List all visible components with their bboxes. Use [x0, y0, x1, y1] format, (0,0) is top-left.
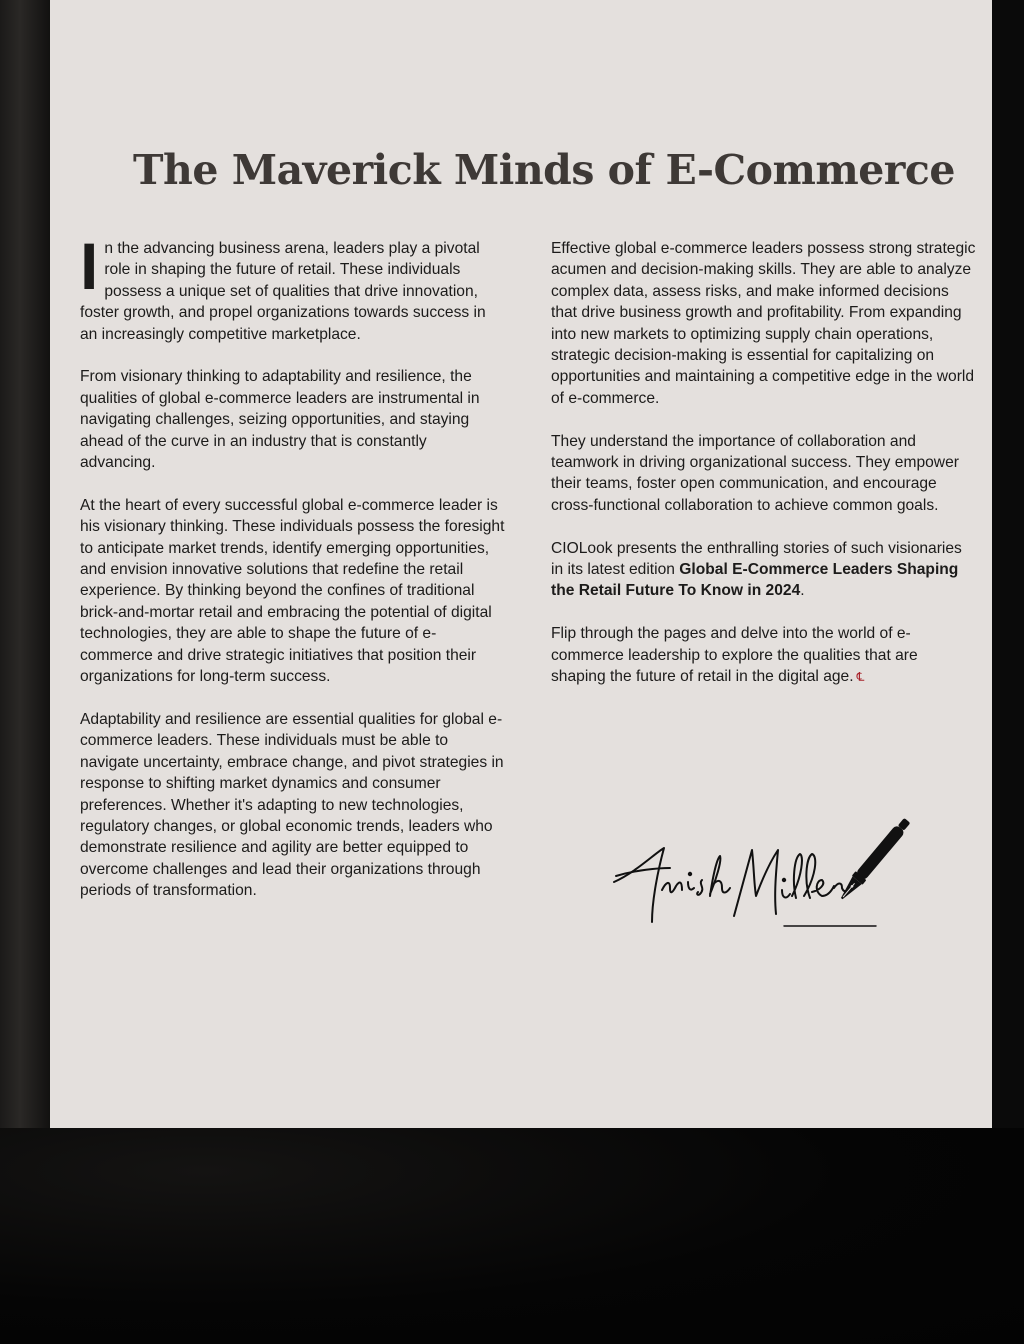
edition-paragraph: [551, 538, 976, 602]
left-column: [80, 229, 505, 923]
edition-period: .: [800, 582, 805, 600]
edition-intro: CIOLook presents the enthralling stories of such visionaries in its latest edition: [551, 539, 962, 579]
qualities-paragraph: From visionary thinking to adaptability and resilience, the qualities of global e-commerce leaders are instrumental in navigating challenges, seizing opportunities, and staying ahead of the curve in an industry that is constantly advancing.: [80, 368, 480, 472]
fountain-pen-icon: [836, 816, 912, 903]
intro-paragraph-text: n the advancing business arena, leaders play a pivotal role in shaping the future of retail. These individuals possess a unique set of qualities that drive innovation, foster growth, and propel organizations towards success in an increasingly competitive marketplace.: [80, 240, 486, 343]
intro-paragraph: [80, 229, 505, 345]
closing-paragraph-text: Flip through the pages and delve into the world of e-commerce leadership to explore the qualities that are shaping the future of retail in the digital age.: [551, 625, 918, 686]
edition-title: Global E-Commerce Leaders Shaping the Retail Future To Know in 2024: [551, 561, 959, 600]
signature-handwriting: [614, 848, 876, 926]
strategy-paragraph: Effective global e-commerce leaders possess strong strategic acumen and decision-making skills. They are able to analyze complex data, assess risks, and make informed decisions that drive business growth and profitability. From expanding into new markets to optimizing supply chain operations, strategic decision-making is essential for capitalizing on opportunities and maintaining a competitive edge in the world of e-commerce.: [551, 240, 976, 407]
drop-cap: I: [80, 229, 99, 303]
collaboration-paragraph: They understand the importance of collaboration and teamwork in driving organizational success. They empower their teams, foster open communication, and encourage cross-functional collaboration to achieve common goals.: [551, 432, 959, 514]
page-title: The Maverick Minds of E-Commerce: [133, 146, 955, 194]
right-column: [551, 238, 976, 710]
visionary-paragraph: At the heart of every successful global e-commerce leader is his visionary thinking. These individuals possess the foresight to anticipate market trends, identify emerging opportunities, and envision innovative solutions that redefine the retail experience. By thinking beyond the confines of traditional brick-and-mortar retail and embracing the potential of digital technologies, they are able to shape the future of e-commerce and drive strategic initiatives that position their organizations for long-term success.: [80, 496, 505, 686]
editorial-page: [50, 0, 992, 1128]
lower-backdrop: [0, 1128, 1024, 1344]
closing-paragraph: [551, 623, 976, 688]
signature: [606, 810, 946, 940]
adaptability-paragraph: Adaptability and resilience are essential qualities for global e-commerce leaders. These individuals must be able to navigate uncertainty, embrace change, and pivot strategies in response to shifting market dynamics and consumer preferences. Whether it's adapting to new technologies, regulatory changes, or global economic trends, leaders who demonstrate resilience and agility are better equipped to overcome challenges and lead their organizations through periods of transformation.: [80, 710, 504, 900]
end-mark-icon: ℄: [856, 670, 865, 685]
